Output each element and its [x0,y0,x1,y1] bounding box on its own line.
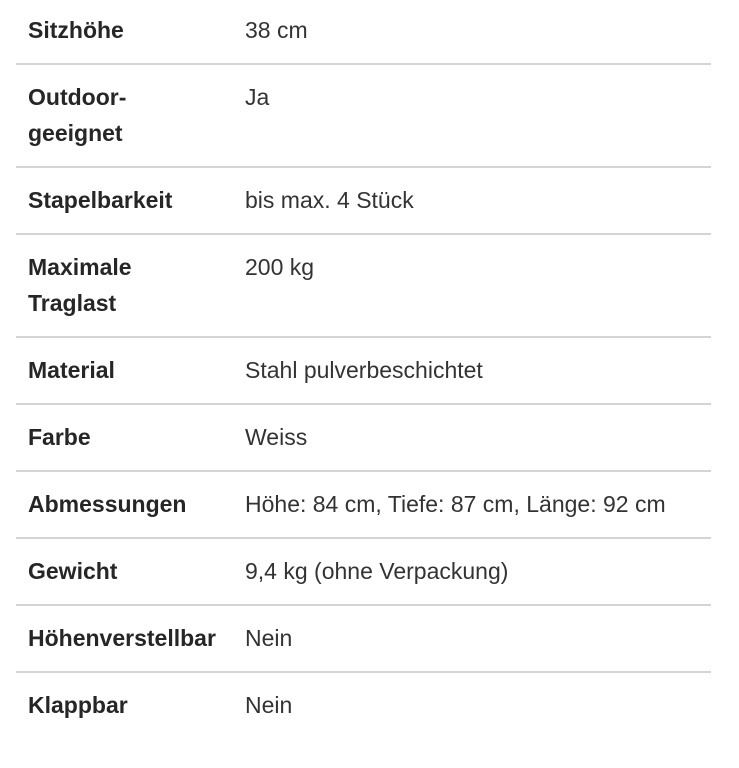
spec-label: Material [28,357,115,383]
spec-row-gewicht [16,539,711,606]
spec-row-klappbar [16,673,711,733]
spec-value: bis max. 4 Stück [245,187,414,213]
spec-label: Höhenverstellbar [28,625,216,651]
spec-row-hoehenverstellbar [16,606,711,673]
spec-row-maximale-traglast [16,235,711,338]
spec-value: 200 kg [245,254,315,280]
specification-table [16,0,711,733]
spec-value: Weiss [245,424,308,450]
spec-label: Sitzhöhe [28,17,124,43]
spec-value: Nein [245,692,293,718]
spec-label: Gewicht [28,558,118,584]
spec-row-material [16,338,711,405]
spec-row-farbe [16,405,711,472]
spec-label: Outdoor- geeignet [28,84,127,146]
spec-label: Stapelbarkeit [28,187,173,213]
spec-value: 9,4 kg (ohne Verpackung) [245,558,509,584]
spec-row-outdoor-geeignet [16,65,711,168]
spec-row-abmessungen [16,472,711,539]
spec-label: Maximale Traglast [28,254,132,316]
spec-label: Abmessungen [28,491,187,517]
spec-row-sitzhoehe [16,0,711,65]
spec-value: Ja [245,84,270,110]
spec-label: Farbe [28,424,91,450]
spec-value: 38 cm [245,17,308,43]
spec-row-stapelbarkeit [16,168,711,235]
spec-value: Höhe: 84 cm, Tiefe: 87 cm, Länge: 92 cm [245,491,666,517]
spec-label: Klappbar [28,692,128,718]
spec-value: Stahl pulverbeschichtet [245,357,483,383]
spec-value: Nein [245,625,293,651]
